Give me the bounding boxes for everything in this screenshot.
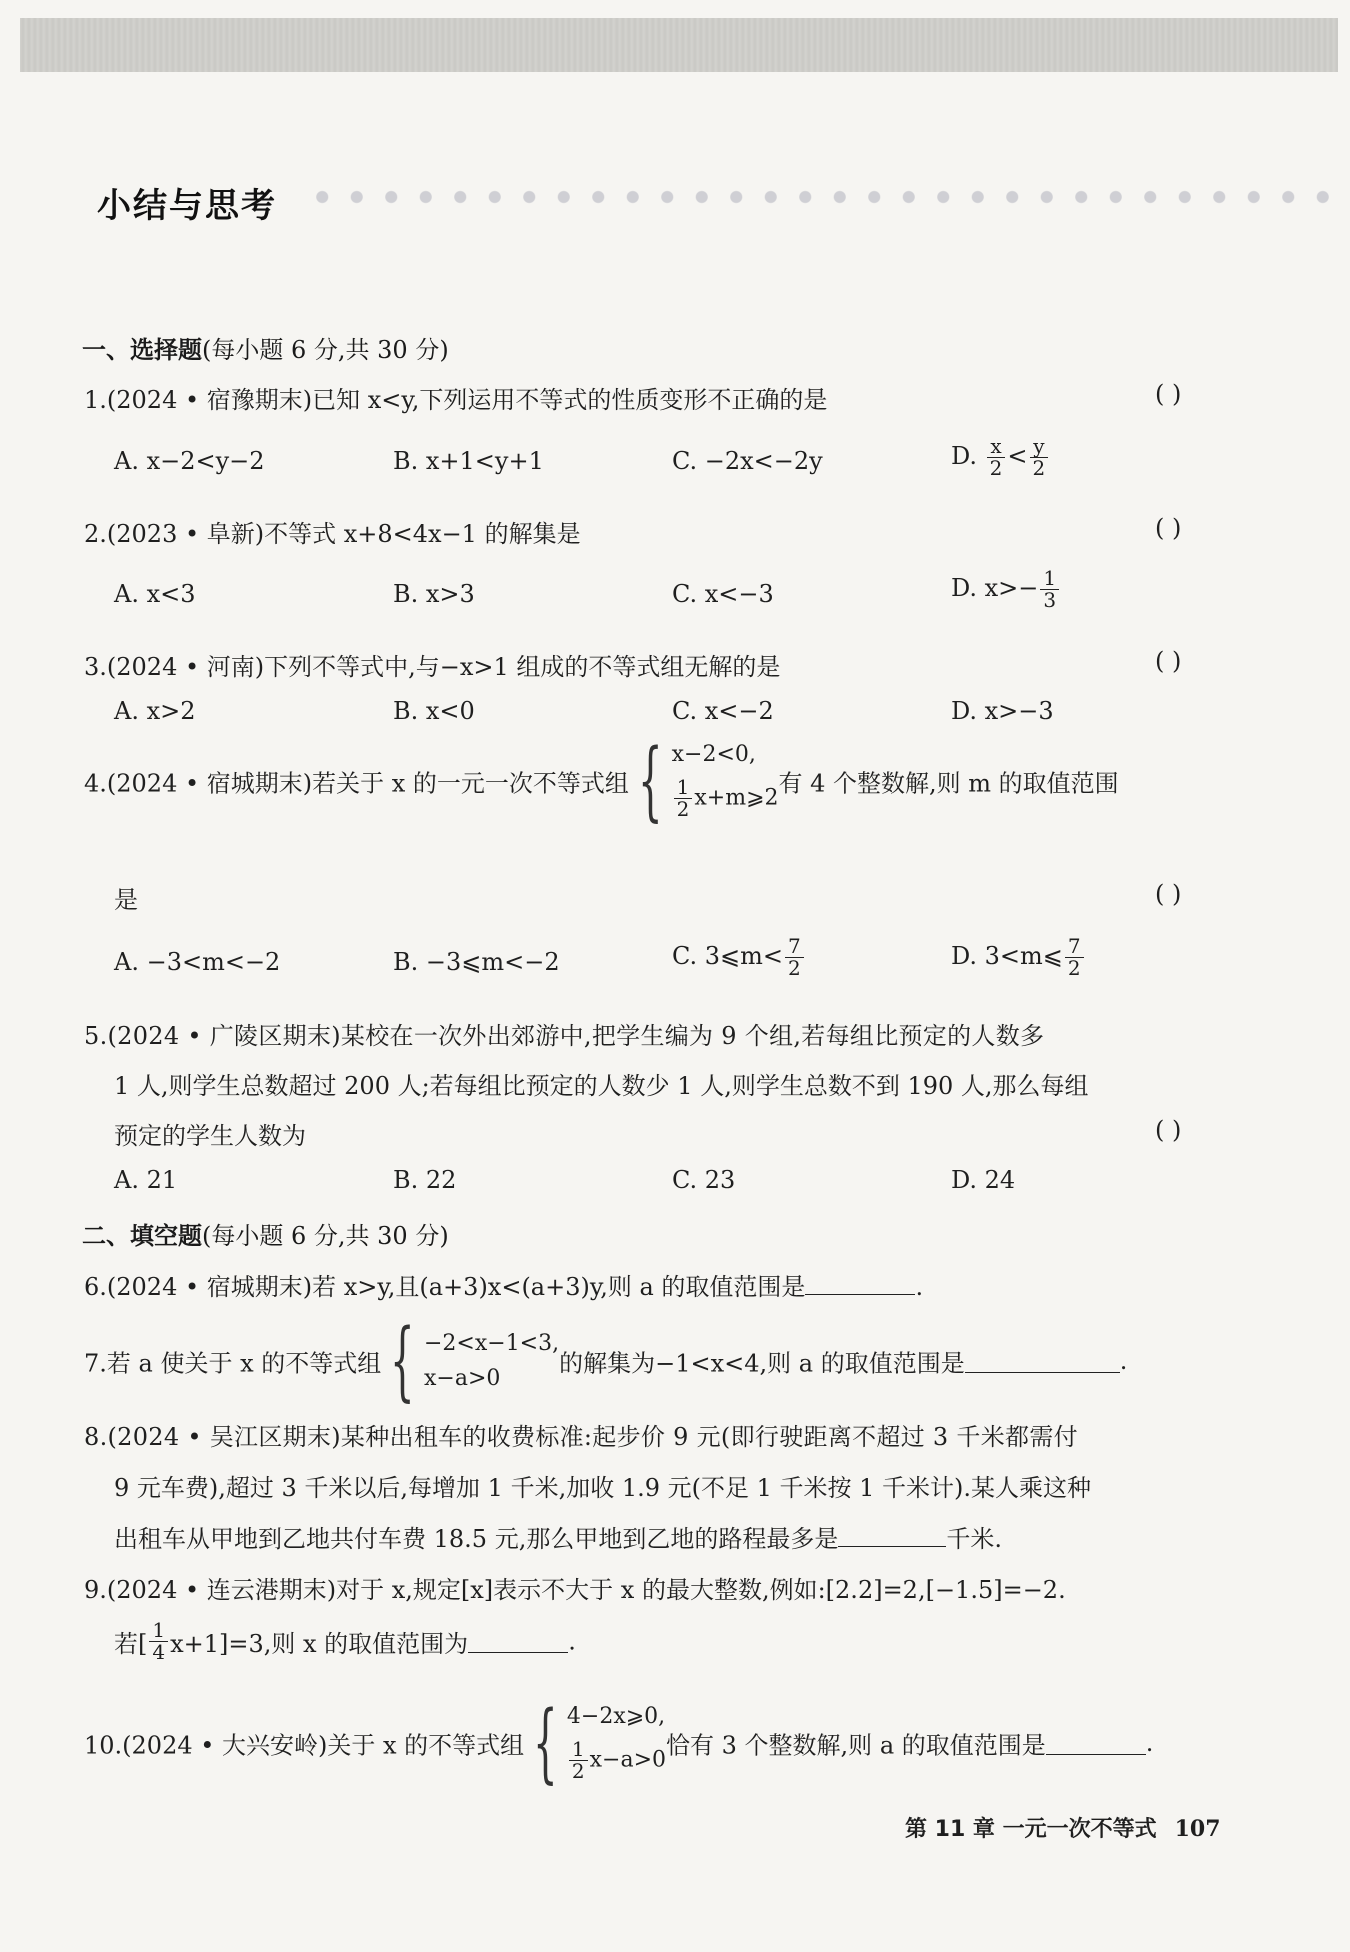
question-9-stem-line-1: 9.(2024 • 连云港期末)对于 x,规定[x]表示不大于 x 的最大整数,例如:[2.2]=2,[−1.5]=−2. [84,1576,1066,1604]
question-2-option-d: D. x>− $\frac{1}{3}$ [951,568,1061,611]
question-5-answer-paren: ( ) [1155,1116,1182,1144]
question-2-answer-paren: ( ) [1155,514,1182,542]
question-10-blank [1046,1732,1146,1755]
page-title: 小结与思考 [97,186,277,226]
question-4-inequality-system: { x−2<0, $\frac{1}{2}$ x+m⩾2 [637,731,779,831]
question-3-stem: 3.(2024 • 河南)下列不等式中,与−x>1 组成的不等式组无解的是 [84,653,781,681]
question-1-option-a: A. x−2<y−2 [114,447,265,475]
title-dot-divider [305,190,1330,204]
question-8-stem-line-3: 出租车从甲地到乙地共付车费 18.5 元,那么甲地到乙地的路程最多是 千米. [114,1525,1002,1553]
question-4-stem-continued: 是 [114,886,138,914]
question-5-stem-line-2: 1 人,则学生总数超过 200 人;若每组比预定的人数少 1 人,则学生总数不到 190 人,那么每组 [114,1072,1089,1100]
question-10-inequality-system: { 4−2x⩾0, $\frac{1}{2}$ x−a>0 [533,1693,667,1793]
question-4-answer-paren: ( ) [1155,880,1182,908]
question-3-option-d: D. x>−3 [951,697,1054,725]
question-6-stem: 6.(2024 • 宿城期末)若 x>y,且(a+3)x<(a+3)y,则 a 的取值范围是 . [84,1273,924,1301]
question-7-stem: 7.若 a 使关于 x 的不等式组 { −2<x−1<3, x−a>0 的解集为−1<x<4,则 a 的取值范围是 . [84,1311,1128,1411]
section-heading-fill-in: 二、填空题(每小题 6 分,共 30 分) [82,1222,449,1250]
question-2-option-c: C. x<−3 [672,580,774,608]
question-5-stem-line-3: 预定的学生人数为 [114,1122,306,1150]
page-number: 107 [1174,1816,1221,1842]
question-8-stem-line-1: 8.(2024 • 吴江区期末)某种出租车的收费标准:起步价 9 元(即行驶距离不超过 3 千米都需付 [84,1423,1078,1451]
question-4-stem: 4.(2024 • 宿城期末)若关于 x 的一元一次不等式组 { x−2<0, $\frac{1}{2}$ x+m⩾2 有 4 个整数解,则 m 的取值范围 [84,731,1119,831]
question-1-option-d: D. $\frac{x}{2}$ < $\frac{y}{2}$ [951,436,1050,479]
question-5-option-c: C. 23 [672,1166,736,1194]
question-8-stem-line-2: 9 元车费),超过 3 千米以后,每增加 1 千米,加收 1.9 元(不足 1 千米按 1 千米计).某人乘这种 [114,1474,1092,1502]
question-2-stem: 2.(2023 • 阜新)不等式 x+8<4x−1 的解集是 [84,520,581,548]
section-heading-choice: 一、选择题(每小题 6 分,共 30 分) [82,336,449,364]
question-2-option-b: B. x>3 [393,580,475,608]
question-7-inequality-system: { −2<x−1<3, x−a>0 [390,1311,560,1411]
question-3-option-c: C. x<−2 [672,697,774,725]
question-5-option-b: B. 22 [393,1166,457,1194]
question-1-stem: 1.(2024 • 宿豫期末)已知 x<y,下列运用不等式的性质变形不正确的是 [84,386,828,414]
question-10-stem: 10.(2024 • 大兴安岭)关于 x 的不等式组 { 4−2x⩾0, $\frac{1}{2}$ x−a>0 恰有 3 个整数解,则 a 的取值范围是 . [84,1693,1154,1793]
question-1-option-c: C. −2x<−2y [672,447,823,475]
chapter-label: 第 11 章 一元一次不等式 [905,1817,1157,1842]
question-3-option-b: B. x<0 [393,697,475,725]
question-9-stem-line-2: 若[ $\frac{1}{4}$ x+1]=3,则 x 的取值范围为 . [114,1618,576,1664]
question-4-option-a: A. −3<m<−2 [114,948,281,976]
question-4-option-b: B. −3⩽m<−2 [393,948,560,976]
question-1-answer-paren: ( ) [1155,380,1182,408]
question-8-blank [838,1524,946,1547]
question-4-option-d: D. 3<m⩽ $\frac{7}{2}$ [951,936,1086,979]
question-1-option-b: B. x+1<y+1 [393,447,544,475]
question-5-option-d: D. 24 [951,1166,1016,1194]
question-7-blank [965,1350,1120,1373]
question-3-option-a: A. x>2 [114,697,196,725]
question-9-blank [468,1630,568,1653]
question-2-option-a: A. x<3 [114,580,196,608]
question-5-option-a: A. 21 [114,1166,178,1194]
question-4-option-c: C. 3⩽m< $\frac{7}{2}$ [672,936,806,979]
question-5-stem-line-1: 5.(2024 • 广陵区期末)某校在一次外出郊游中,把学生编为 9 个组,若每组比预定的人数多 [84,1022,1045,1050]
page-footer [905,1812,1221,1843]
question-6-blank [805,1272,915,1295]
top-scan-band [20,18,1338,72]
question-3-answer-paren: ( ) [1155,647,1182,675]
